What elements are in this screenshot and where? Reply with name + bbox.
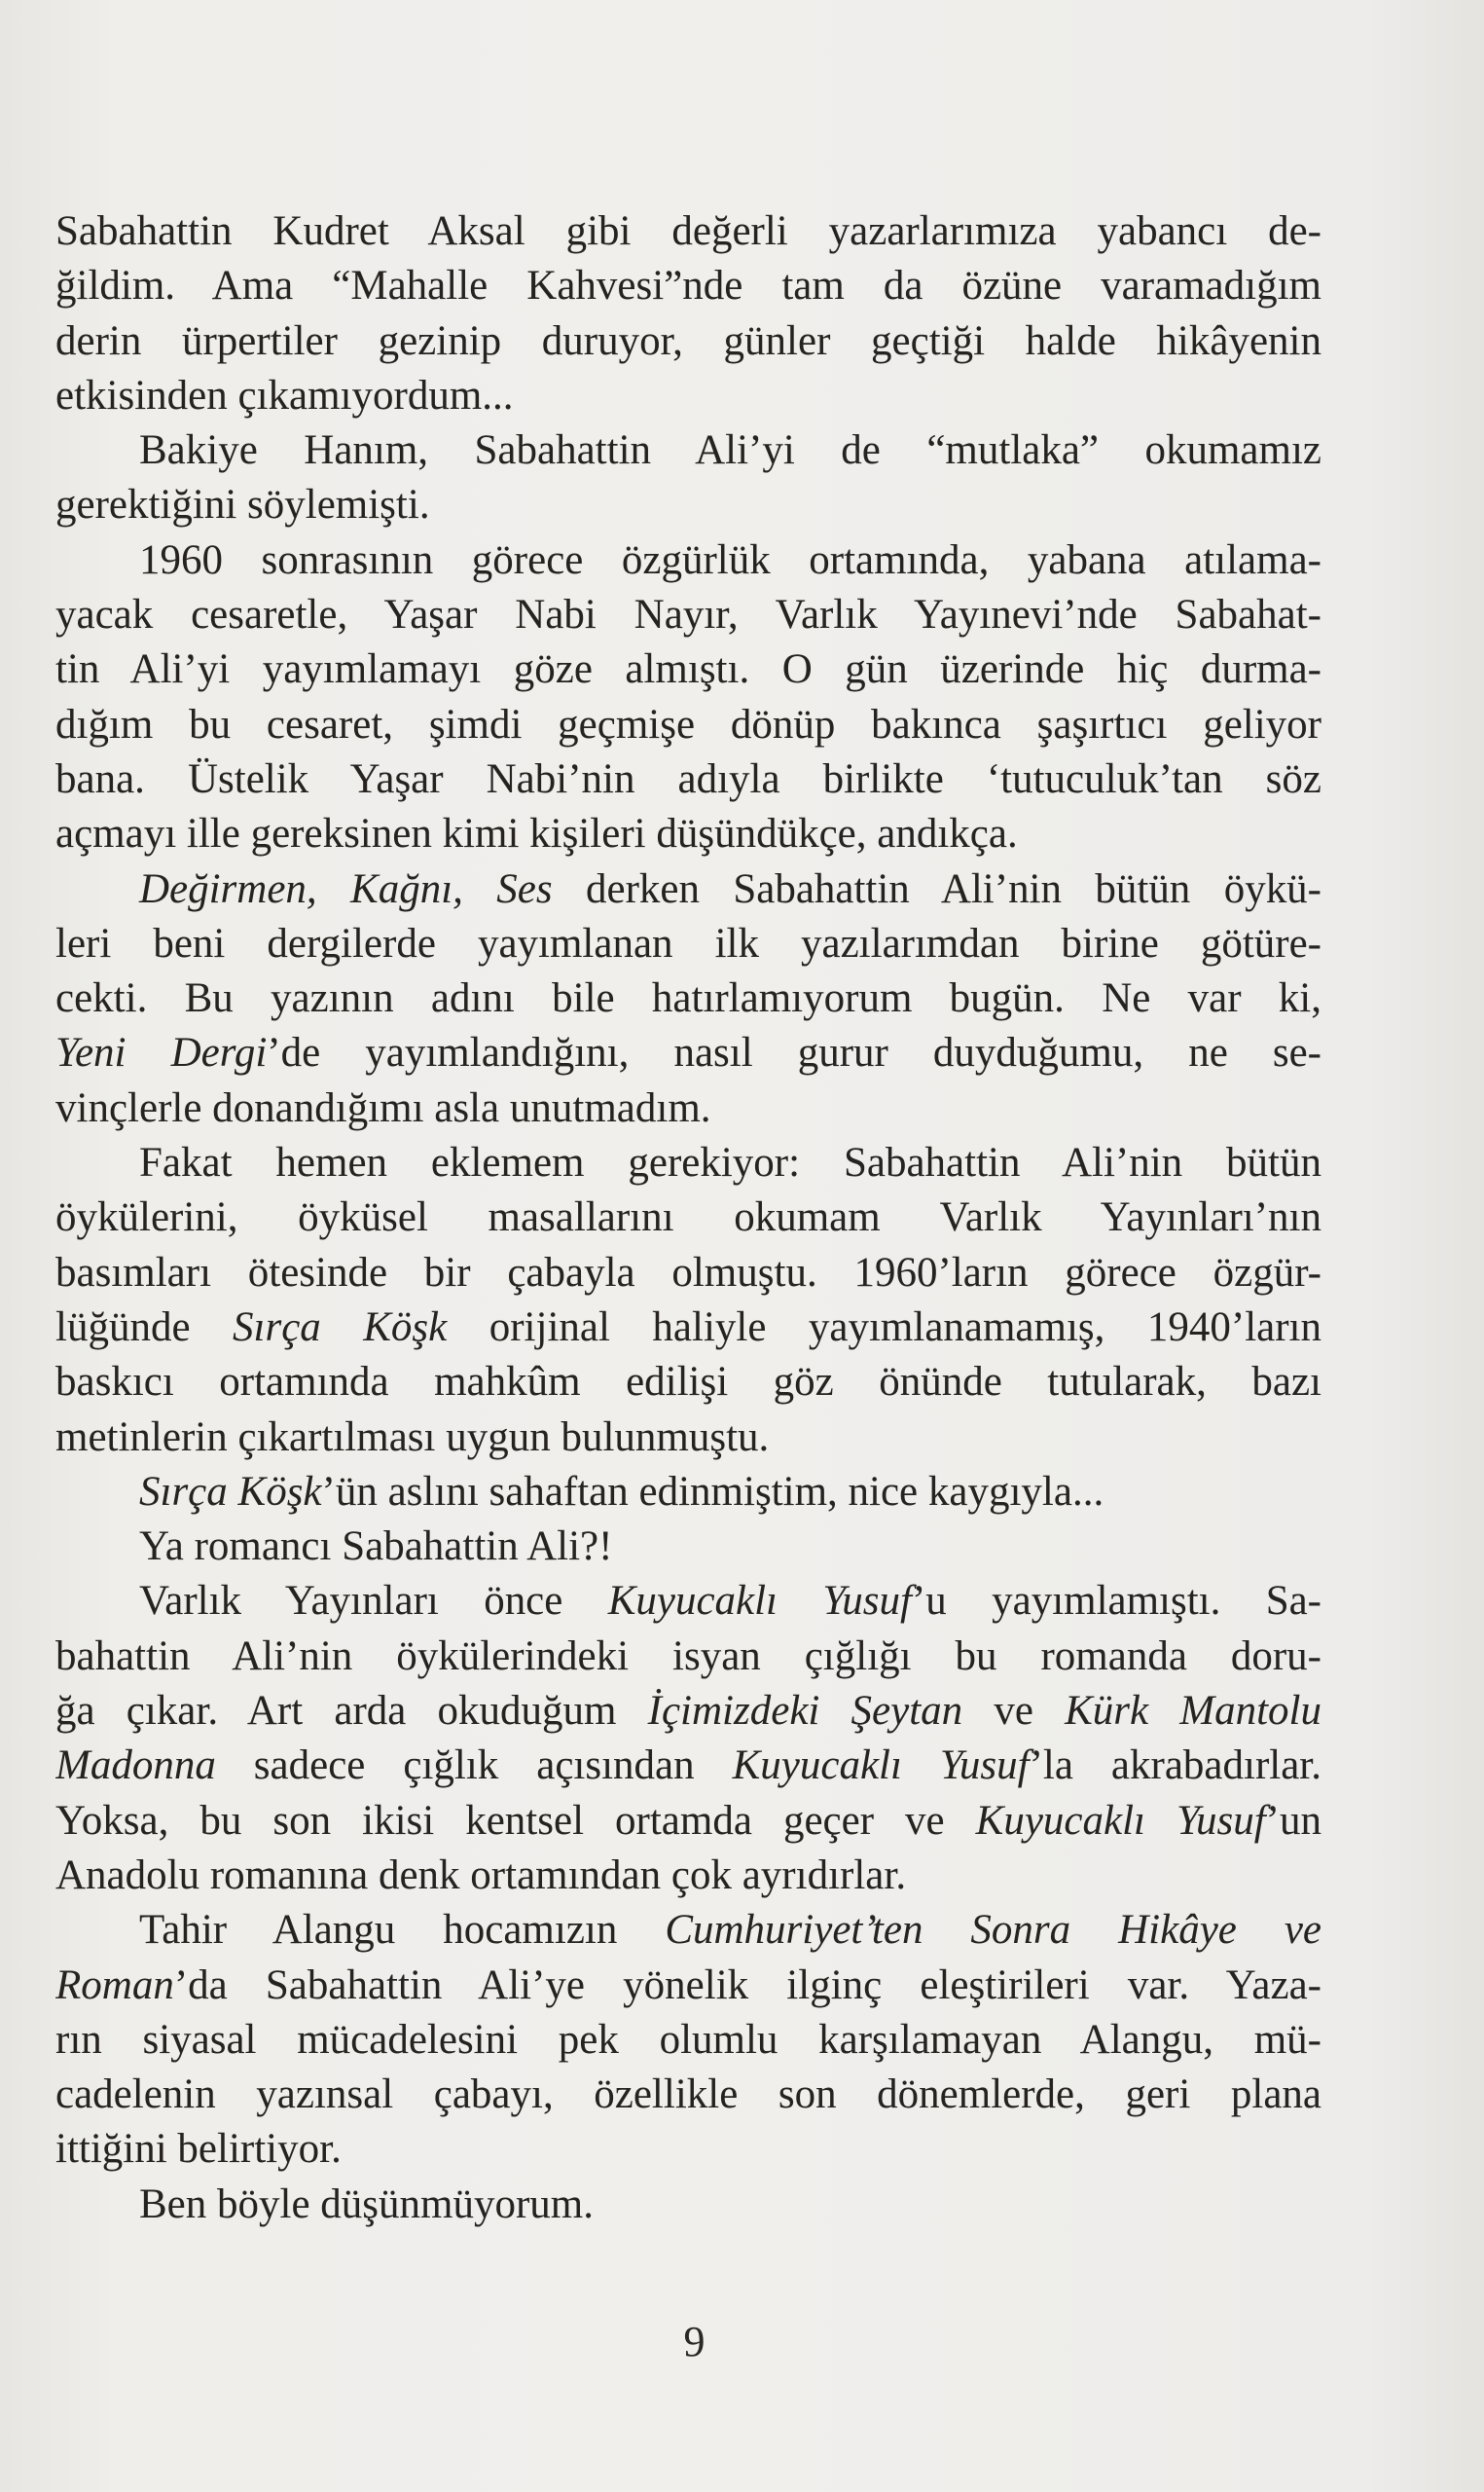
text-line [55, 1355, 1321, 1410]
text-segment: Sabahattin Kudret Aksal gibi değerli yazarlarımıza yabancı de- [55, 208, 1321, 254]
text-segment: rın siyasal mücadelesini pek olumlu karşılamayan Alangu, mü- [55, 2016, 1321, 2063]
text-line [55, 917, 1321, 971]
text-segment: ’ün aslını sahaftan edinmiştim, nice kaygıyla... [321, 1468, 1104, 1515]
text-line [55, 314, 1321, 369]
italic-title: Değirmen, Kağnı, Ses [139, 865, 553, 912]
text-segment: Ya romancı Sabahattin Ali?! [139, 1523, 613, 1570]
text-segment: bahattin Ali’nin öykülerindeki isyan çığlığı bu romanda doru- [55, 1632, 1321, 1679]
italic-title: Sırça Köşk [139, 1468, 322, 1515]
text-line [55, 1849, 1321, 1903]
text-segment: Bakiye Hanım, Sabahattin Ali’yi de “mutlaka” okumamız [139, 427, 1321, 474]
text-line [55, 423, 1321, 478]
text-line [55, 2068, 1321, 2122]
text-line [55, 2122, 1321, 2177]
text-segment: 1960 sonrasının görece özgürlük ortamında, yabana atılama- [139, 536, 1321, 583]
text-line [55, 1794, 1321, 1849]
text-segment: Yoksa, bu son ikisi kentsel ortamda geçer ve [55, 1797, 976, 1844]
text-line [55, 1246, 1321, 1301]
text-line [55, 588, 1321, 642]
text-segment: etkisinden çıkamıyordum... [55, 372, 514, 419]
text-segment: orijinal haliyle yayımlanamamış, 1940’ların [447, 1303, 1321, 1350]
text-line [55, 369, 1321, 423]
text-segment: bana. Üstelik Yaşar Nabi’nin adıyla birlikte ‘tutuculuk’tan söz [55, 755, 1321, 802]
text-line [55, 1520, 1321, 1574]
text-segment: sadece çığlık açısından [215, 1742, 733, 1789]
text-segment: ’un [1265, 1797, 1321, 1844]
text-segment: öykülerini, öyküsel masallarını okumam Varlık Yayınları’nın [55, 1194, 1321, 1241]
text-segment: Fakat hemen eklemem gerekiyor: Sabahattin Ali’nin bütün [139, 1140, 1321, 1187]
text-segment: lüğünde [55, 1303, 234, 1350]
text-line [55, 1191, 1321, 1245]
text-segment: cekti. Bu yazının adını bile hatırlamıyorum bugün. Ne var ki, [55, 975, 1321, 1022]
text-line [55, 1411, 1321, 1465]
text-line [55, 862, 1321, 917]
text-segment: ’da Sabahattin Ali’ye yönelik ilginç eleştirileri var. Yaza- [173, 1961, 1321, 2008]
text-line [55, 807, 1321, 861]
text-segment: metinlerin çıkartılması uygun bulunmuştu. [55, 1413, 770, 1460]
text-segment: gerektiğini söylemişti. [55, 482, 430, 529]
text-line [55, 642, 1321, 697]
text-line [55, 1684, 1321, 1739]
text-line [55, 971, 1321, 1026]
italic-title: Kuyucaklı Yusuf [975, 1797, 1266, 1844]
text-line [55, 1959, 1321, 2013]
text-segment: tin Ali’yi yayımlamayı göze almıştı. O gün üzerinde hiç durma- [55, 646, 1321, 693]
text-line [55, 1630, 1321, 1684]
italic-title: İçimizdeki Şeytan [647, 1688, 963, 1735]
text-line [55, 1136, 1321, 1191]
text-segment: ’la akrabadırlar. [1029, 1742, 1321, 1789]
italic-title: Sırça Köşk [233, 1303, 448, 1350]
body-text [55, 204, 1321, 2232]
italic-title: Madonna [55, 1742, 216, 1789]
text-segment: Tahir Alangu hocamızın [139, 1907, 666, 1954]
text-segment: derken Sabahattin Ali’nin bütün öykü- [552, 865, 1321, 912]
text-segment: ve [962, 1688, 1066, 1735]
text-segment: derin ürpertiler gezinip duruyor, günler geçtiği halde hikâyenin [55, 317, 1321, 364]
text-segment: Anadolu romanına denk ortamından çok ayrıdırlar. [55, 1851, 907, 1898]
text-line [55, 204, 1321, 259]
text-line [55, 259, 1321, 313]
text-line [55, 698, 1321, 752]
text-line [55, 533, 1321, 588]
text-line [55, 1574, 1321, 1629]
text-segment: açmayı ille gereksinen kimi kişileri düşündükçe, andıkça. [55, 811, 1018, 858]
text-line [55, 1081, 1321, 1136]
text-segment: baskıcı ortamında mahkûm edilişi göz önünde tutularak, bazı [55, 1359, 1321, 1406]
text-segment: yacak cesaretle, Yaşar Nabi Nayır, Varlık Yayınevi’nde Sabahat- [55, 592, 1321, 639]
text-line [55, 1301, 1321, 1355]
text-segment: Varlık Yayınları önce [139, 1578, 608, 1625]
italic-title: Cumhuriyet’ten Sonra Hikâye ve [665, 1907, 1321, 1954]
text-line [55, 752, 1321, 807]
text-segment: ’de yayımlandığını, nasıl gurur duyduğumu, ne se- [267, 1030, 1321, 1077]
text-segment: cadelenin yazınsal çabayı, özellikle son dönemlerde, geri plana [55, 2071, 1321, 2118]
text-line [55, 2013, 1321, 2068]
italic-title: Kuyucaklı Yusuf [607, 1578, 912, 1625]
text-line [55, 1739, 1321, 1793]
text-segment: Ben böyle düşünmüyorum. [139, 2180, 594, 2227]
text-line [55, 1026, 1321, 1081]
text-segment: ğa çıkar. Art arda okuduğum [55, 1688, 648, 1735]
text-line [55, 1465, 1321, 1520]
italic-title: Kuyucaklı Yusuf [732, 1742, 1030, 1789]
text-segment: vinçlerle donandığımı asla unutmadım. [55, 1084, 711, 1131]
italic-title: Yeni Dergi [55, 1030, 268, 1077]
page-number: 9 [683, 2318, 706, 2365]
italic-title: Kürk Mantolu [1065, 1688, 1321, 1735]
text-segment: basımları ötesinde bir çabayla olmuştu. 1960’ların görece özgür- [55, 1249, 1321, 1296]
text-line [55, 478, 1321, 532]
text-segment: leri beni dergilerde yayımlanan ilk yazılarımdan birine götüre- [55, 920, 1321, 967]
text-segment: ğildim. Ama “Mahalle Kahvesi”nde tam da özüne varamadığım [55, 263, 1321, 310]
text-segment: ittiğini belirtiyor. [55, 2126, 342, 2173]
italic-title: Roman [55, 1961, 174, 2008]
text-line [55, 1903, 1321, 1958]
text-segment: ’u yayımlamıştı. Sa- [911, 1578, 1321, 1625]
text-line [55, 2178, 1321, 2232]
text-segment: dığım bu cesaret, şimdi geçmişe dönüp bakınca şaşırtıcı geliyor [55, 701, 1321, 748]
